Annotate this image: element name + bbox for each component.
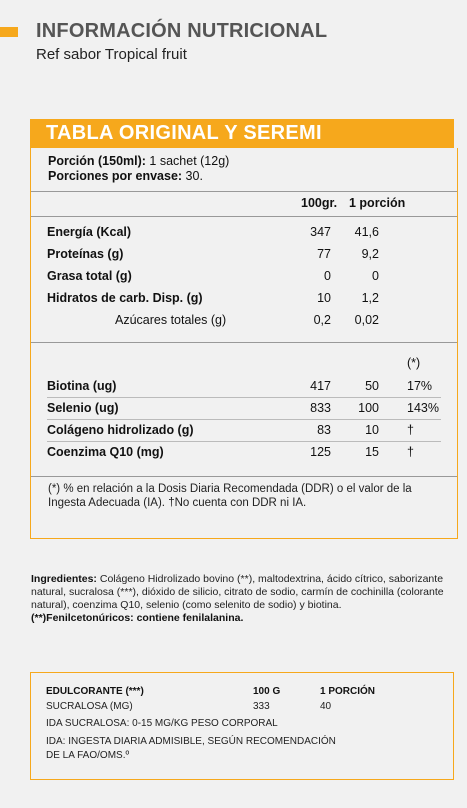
- row-label: Proteínas (g): [47, 247, 124, 261]
- row-divider: [47, 397, 441, 398]
- row-value-portion: 41,6: [354, 225, 379, 239]
- row-value-portion: 100: [358, 401, 379, 415]
- sweetener-head-label: EDULCORANTE (***): [46, 686, 144, 697]
- ingredients-block: [31, 573, 451, 625]
- sweetener-row-label: SUCRALOSA (MG): [46, 701, 133, 712]
- table-footnote: (*) % en relación a la Dosis Diaria Recomendada (DDR) o el valor de la Ingesta Adecuada (IA). †No cuenta con DDR ni IA.: [48, 483, 412, 509]
- portion-label: Porción (150ml):: [48, 154, 146, 168]
- row-label: Coenzima Q10 (mg): [47, 445, 164, 459]
- header-accent-bar: [0, 27, 18, 37]
- page-title: INFORMACIÓN NUTRICIONAL: [36, 20, 328, 42]
- sweetener-row-100: 333: [253, 701, 270, 712]
- table-row: [31, 379, 459, 399]
- row-value-pct: 17%: [407, 379, 433, 393]
- row-value-100: 0,2: [313, 313, 331, 327]
- sweetener-box: [30, 672, 454, 780]
- row-label: Hidratos de carb. Disp. (g): [47, 291, 203, 305]
- table-row: [31, 291, 459, 311]
- divider: [31, 476, 457, 477]
- row-label: Biotina (ug): [47, 379, 117, 393]
- row-value-pct: 143%: [407, 401, 439, 415]
- sweetener-head-portion: 1 PORCIÓN: [320, 686, 376, 697]
- row-value-pct: †: [407, 445, 414, 459]
- servings-label: Porciones por envase:: [48, 169, 183, 183]
- row-value-portion: 0: [372, 269, 379, 283]
- page-subtitle: Ref sabor Tropical fruit: [36, 46, 187, 63]
- table-row: [31, 247, 459, 267]
- row-label: Energía (Kcal): [47, 225, 132, 239]
- table-row: [31, 313, 459, 333]
- row-value-portion: 50: [365, 379, 379, 393]
- pct-header: (*): [407, 356, 421, 370]
- row-value-portion: 10: [365, 423, 379, 437]
- table-row: [31, 445, 459, 465]
- column-header-portion: 1 porción: [349, 196, 406, 210]
- row-value-100: 833: [310, 401, 331, 415]
- row-value-portion: 0,02: [354, 313, 379, 327]
- divider: [31, 342, 457, 343]
- allergen-warning: (**)Fenilcetonúricos: contiene fenilalanina.: [31, 612, 244, 624]
- row-label: Grasa total (g): [47, 269, 132, 283]
- row-value-100: 83: [317, 423, 331, 437]
- table-title: TABLA ORIGINAL Y SEREMI: [30, 119, 454, 148]
- row-label: Selenio (ug): [47, 401, 119, 415]
- row-divider: [47, 441, 441, 442]
- table-body: [30, 148, 458, 539]
- sweetener-head-100: 100 G: [253, 686, 281, 697]
- row-value-100: 125: [310, 445, 331, 459]
- row-label: Colágeno hidrolizado (g): [47, 423, 194, 437]
- row-value-pct: †: [407, 423, 414, 437]
- row-label: Azúcares totales (g): [115, 313, 227, 327]
- sweetener-row-portion: 40: [320, 701, 332, 712]
- servings-value: 30.: [182, 169, 203, 183]
- nutrition-table: [30, 119, 458, 539]
- column-header-pct: [31, 356, 459, 376]
- row-value-100: 77: [317, 247, 331, 261]
- row-divider: [47, 419, 441, 420]
- row-value-100: 347: [310, 225, 331, 239]
- portion-value: 1 sachet (12g): [145, 154, 230, 168]
- ingredients-text: Colágeno Hidrolizado bovino (**), maltodextrina, ácido cítrico, saborizante natural, sucralosa (***), dióxido de silicio, citrato de sodio, carmín de cochinilla (colorante natural), coenzima Q10, selenio (como selenito de sodio) y biotina.: [31, 573, 444, 611]
- table-row: [31, 423, 459, 443]
- divider: [31, 216, 457, 217]
- row-value-portion: 1,2: [361, 291, 379, 305]
- column-header-100: 100gr.: [301, 196, 338, 210]
- row-value-portion: 15: [365, 445, 379, 459]
- table-row: [31, 401, 459, 421]
- row-value-100: 10: [317, 291, 331, 305]
- ingredients-label: Ingredientes:: [31, 573, 97, 585]
- ida-definition: IDA: INGESTA DIARIA ADMISIBLE, SEGÚN RECOMENDACIÓN: [46, 736, 336, 747]
- divider: [31, 191, 457, 192]
- portion-info: [48, 154, 229, 184]
- table-row: [31, 269, 459, 289]
- row-value-portion: 9,2: [361, 247, 379, 261]
- table-row: [31, 225, 459, 245]
- ida-line: IDA SUCRALOSA: 0-15 MG/KG PESO CORPORAL: [46, 718, 278, 729]
- ida-definition-cont: DE LA FAO/OMS.º: [46, 750, 130, 761]
- row-value-100: 0: [324, 269, 331, 283]
- row-value-100: 417: [310, 379, 331, 393]
